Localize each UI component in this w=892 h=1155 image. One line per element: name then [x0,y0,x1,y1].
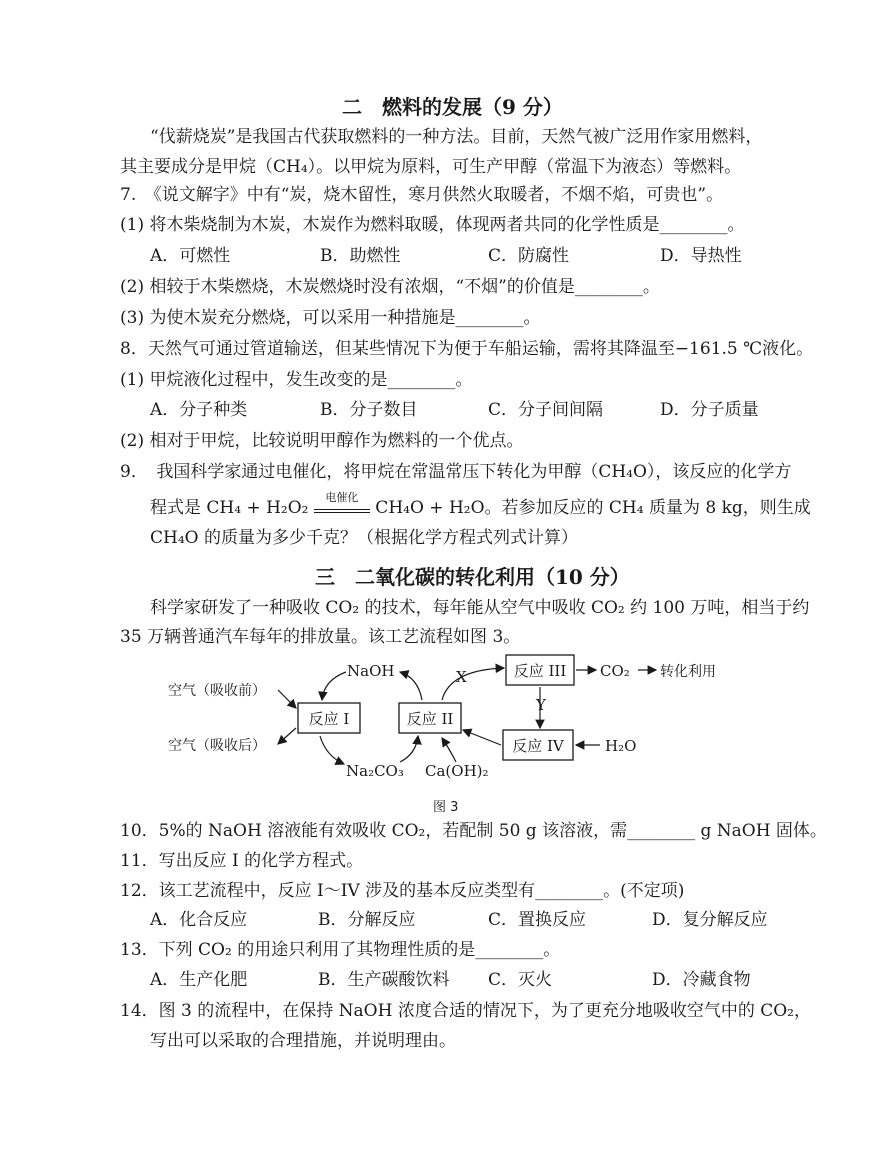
x-label: X [456,668,467,686]
arrow-air-in [278,690,296,708]
arrow-r2-to-r3 [442,668,504,700]
arrow-r4-to-r2 [463,730,501,745]
q8-option-b: B．分子数目 [320,400,418,420]
q7-option-c: C．防腐性 [488,246,570,266]
y-label: Y [536,696,546,714]
equation-left: 程式是 CH₄ + H₂O₂ [150,498,314,518]
question-9-line1: 9． 我国科学家通过电催化，将甲烷在常温常压下转化为甲醇（CH₄O），该反应的化学方 [120,462,792,482]
question-7-stem: 7. 《说文解字》中有“炭，烧木留性，寒月供然火取暖者，不烟不焰，可贵也”。 [120,185,724,205]
q7-option-d: D．导热性 [660,246,742,266]
naoh-label: NaOH [347,662,395,680]
q12-option-b: B．分解反应 [318,910,416,930]
reaction-4-label: 反应 IV [512,737,564,755]
equation-right: CH₄O + H₂O。若参加反应的 CH₄ 质量为 8 kg，则生成 [369,498,811,518]
q12-option-a: A．化合反应 [150,910,248,930]
question-13-stem: 13．下列 CO₂ 的用途只利用了其物理性质的是________。 [120,940,561,960]
question-7-part2: (2) 相较于木柴燃烧，木炭燃烧时没有浓烟，“不烟”的价值是________。 [120,277,660,297]
question-8-part2: (2) 相对于甲烷，比较说明甲醇作为燃料的一个优点。 [120,431,524,451]
question-9-line2 [150,491,811,518]
arrow-caoh2-to-r2 [442,738,456,762]
arrow-r2-to-naoh [400,672,422,700]
q13-option-d: D．冷藏食物 [652,970,751,990]
question-14-line1: 14．图 3 的流程中，在保持 NaOH 浓度合适的情况下，为了更充分地吸收空气中的 CO₂， [120,1001,811,1021]
q13-option-b: B．生产碳酸饮料 [318,970,450,990]
question-7-part3: (3) 为使木炭充分燃烧，可以采用一种措施是________。 [120,308,541,328]
q12-option-c: C．置换反应 [488,910,587,930]
equals-sign [314,509,370,513]
section2-intro-line1: “伐薪烧炭”是我国古代获取燃料的一种方法。目前，天然气被广泛用作家用燃料， [150,127,763,147]
air-before-label: 空气（吸收前） [168,683,266,699]
process-flow-diagram [150,650,770,790]
question-10: 10．5%的 NaOH 溶液能有效吸收 CO₂，若配制 50 g 该溶液，需________ g NaOH 固体。 [120,821,827,841]
q8-option-c: C．分子间间隔 [488,400,604,420]
section-title-co2: 三 二氧化碳的转化利用（10 分） [315,565,630,589]
figure-caption: 图 3 [433,800,459,815]
section3-intro-line1: 科学家研发了一种吸收 CO₂ 的技术，每年能从空气中吸收 CO₂ 约 100 万吨，相当于约 [150,598,810,618]
q7-option-b: B．助燃性 [320,246,401,266]
reaction-3-label: 反应 III [513,662,567,680]
air-after-label: 空气（吸收后） [168,738,266,754]
reaction-1-label: 反应 I [308,710,350,728]
section2-intro-line2: 其主要成分是甲烷（CH₄）。以甲烷为原料，可生产甲醇（常温下为液态）等燃料。 [120,157,742,177]
arrow-na2co3-to-r2 [400,736,418,762]
section3-intro-line2: 35 万辆普通汽车每年的排放量。该工艺流程如图 3。 [120,627,521,647]
q12-option-d: D．复分解反应 [652,910,768,930]
co2-label: CO₂ [600,662,630,680]
reaction-condition [314,491,370,513]
section-title-fuel: 二 燃料的发展（9 分） [342,95,563,119]
condition-label: 电催化 [325,491,359,504]
question-8-stem: 8．天然气可通过管道输送，但某些情况下为便于车船运输，需将其降温至−161.5 ℃液化。 [120,339,814,359]
question-9-line3: CH₄O 的质量为多少千克？（根据化学方程式列式计算） [150,528,578,548]
question-8-part1: (1) 甲烷液化过程中，发生改变的是________。 [120,370,473,390]
question-14-line2: 写出可以采取的合理措施，并说明理由。 [150,1031,456,1051]
na2co3-label: Na₂CO₃ [346,762,404,780]
reaction-2-label: 反应 II [406,710,454,728]
q7-option-a: A．可燃性 [150,246,231,266]
question-12-stem: 12．该工艺流程中，反应 I～IV 涉及的基本反应类型有________。(不定项) [120,881,685,901]
q13-option-a: A．生产化肥 [150,970,248,990]
arrow-naoh-to-r1 [322,672,346,700]
question-7-part1: (1) 将木柴烧制为木炭，木炭作为燃料取暖，体现两者共同的化学性质是________。 [120,215,745,235]
caoh2-label: Ca(OH)₂ [425,762,489,780]
question-11: 11．写出反应 I 的化学方程式。 [120,851,364,871]
arrow-air-out [278,728,296,744]
utilization-label: 转化利用 [660,664,716,680]
arrow-r1-to-na2co3 [320,736,344,764]
q8-option-a: A．分子种类 [150,400,248,420]
q8-option-d: D．分子质量 [660,400,759,420]
q13-option-c: C．灭火 [488,970,553,990]
h2o-label: H₂O [605,737,637,755]
